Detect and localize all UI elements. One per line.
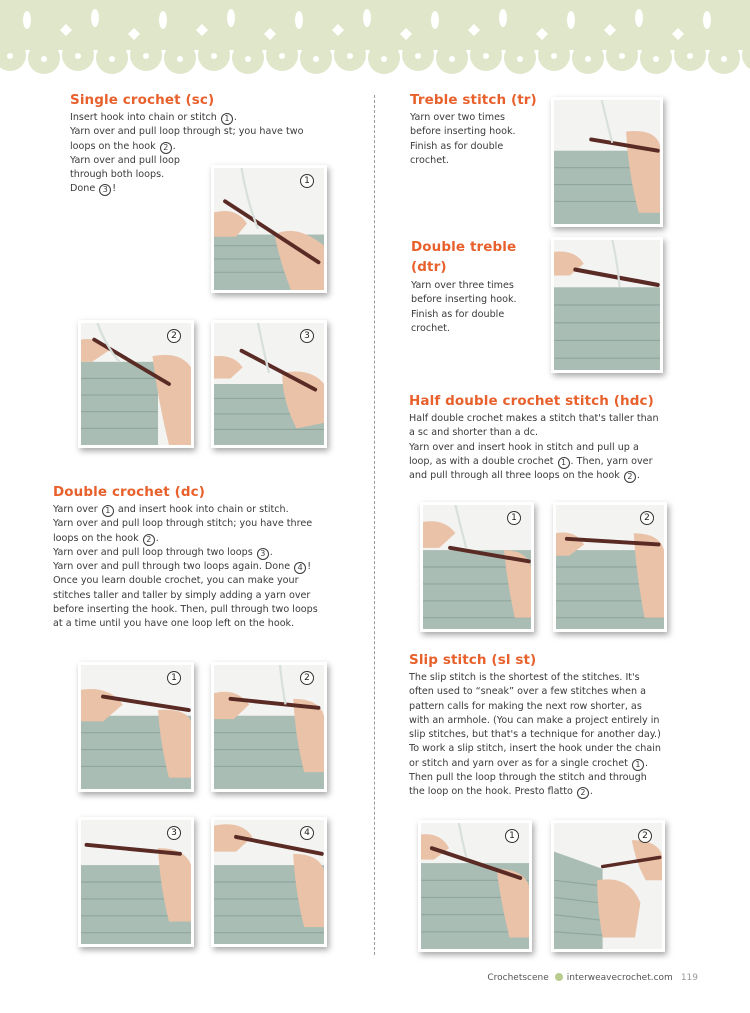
treble-text: Yarn over two times before inserting hook. Finish as for double crochet. (410, 112, 516, 166)
step-badge: 3 (167, 826, 181, 840)
step-number: 1 (558, 457, 570, 469)
photo-single-crochet-3 (211, 320, 327, 448)
page-number: 119 (680, 973, 698, 983)
step-badge: 2 (638, 829, 652, 843)
step-number: 2 (624, 471, 636, 483)
slip-stitch-text: The slip stitch is the shortest of the stitches. It's often used to “sneak” over a few stitches when a pattern calls for making the next row shorter, as with an armhole. (You can make a project entirely in slip stitches, but that's a technique for another day.) To work a slip stitch, insert the hook under the chain or stitch and yarn over as for a single crochet 1 . Then pull the loop through the stitch and through the loop on the hook. Presto flatto 2 . (409, 672, 661, 798)
website-link[interactable]: interweavecrochet.com (566, 973, 673, 983)
single-crochet-title: Single crochet (sc) (70, 92, 215, 108)
step-badge: 3 (300, 329, 314, 343)
step-badge: 4 (300, 826, 314, 840)
step-badge: 1 (167, 671, 181, 685)
single-crochet-text: Insert hook into chain or stitch 1 . Yarn over and pull loop through st; you have two loops on the hook 2 . Yarn over and pull loop through both loops. Done 3 ! (70, 112, 304, 195)
hdc-title: Half double crochet stitch (hdc) (409, 393, 654, 409)
step-number: 1 (102, 505, 114, 517)
photo-slip-stitch-1 (418, 820, 532, 952)
step-number: 1 (221, 113, 233, 125)
double-treble-title-abbr: (dtr) (411, 259, 447, 275)
photo-double-crochet-3 (78, 817, 194, 947)
lace-border (0, 0, 750, 78)
step-badge: 2 (167, 329, 181, 343)
double-treble-text: Yarn over three times before inserting hook. Finish as for double crochet. (411, 280, 517, 334)
treble-title: Treble stitch (tr) (410, 92, 537, 108)
photo-single-crochet-2 (78, 320, 194, 448)
photo-double-crochet-4 (211, 817, 327, 947)
magazine-name: Crochetscene (487, 973, 549, 983)
photo-slip-stitch-2 (551, 820, 665, 952)
photo-single-crochet-1 (211, 165, 327, 293)
step-number: 3 (99, 184, 111, 196)
step-number: 2 (160, 142, 172, 154)
step-number: 1 (632, 759, 644, 771)
bullet-dot-icon (555, 973, 563, 981)
step-number: 3 (257, 548, 269, 560)
photo-hdc-1 (420, 502, 534, 632)
photo-double-treble (551, 237, 663, 373)
double-crochet-title: Double crochet (dc) (53, 484, 206, 500)
step-badge: 1 (300, 174, 314, 188)
step-badge: 1 (507, 511, 521, 525)
photo-double-crochet-2 (211, 662, 327, 792)
hdc-text: Half double crochet makes a stitch that's taller than a sc and shorter than a dc. Yarn over and insert hook in stitch and pull up a loop, as with a double crochet 1 . Then, yarn over and pull through all three loops on the hook 2 . (409, 413, 659, 482)
photo-treble (551, 97, 663, 227)
slip-stitch-title: Slip stitch (sl st) (409, 652, 537, 668)
step-number: 2 (577, 787, 589, 799)
double-crochet-text: Yarn over 1 and insert hook into chain or stitch. Yarn over and pull loop through stitch; you have three loops on the hook 2 . Yarn over and pull loop through two loops 3 . Yarn over and pull through two loops again. Done 4 ! Once you learn double crochet, you can make your stitches taller and taller by simply adding a yarn over before inserting the hook. Then, pull through two loops at a time until you have one loop left on the hook. (53, 504, 318, 630)
double-treble-title: Double treble (411, 239, 517, 255)
photo-hdc-2 (553, 502, 667, 632)
step-badge: 1 (505, 829, 519, 843)
step-badge: 2 (300, 671, 314, 685)
photo-double-crochet-1 (78, 662, 194, 792)
step-badge: 2 (640, 511, 654, 525)
page-footer (487, 973, 698, 983)
column-divider (374, 95, 375, 955)
step-number: 4 (294, 562, 306, 574)
step-number: 2 (143, 534, 155, 546)
